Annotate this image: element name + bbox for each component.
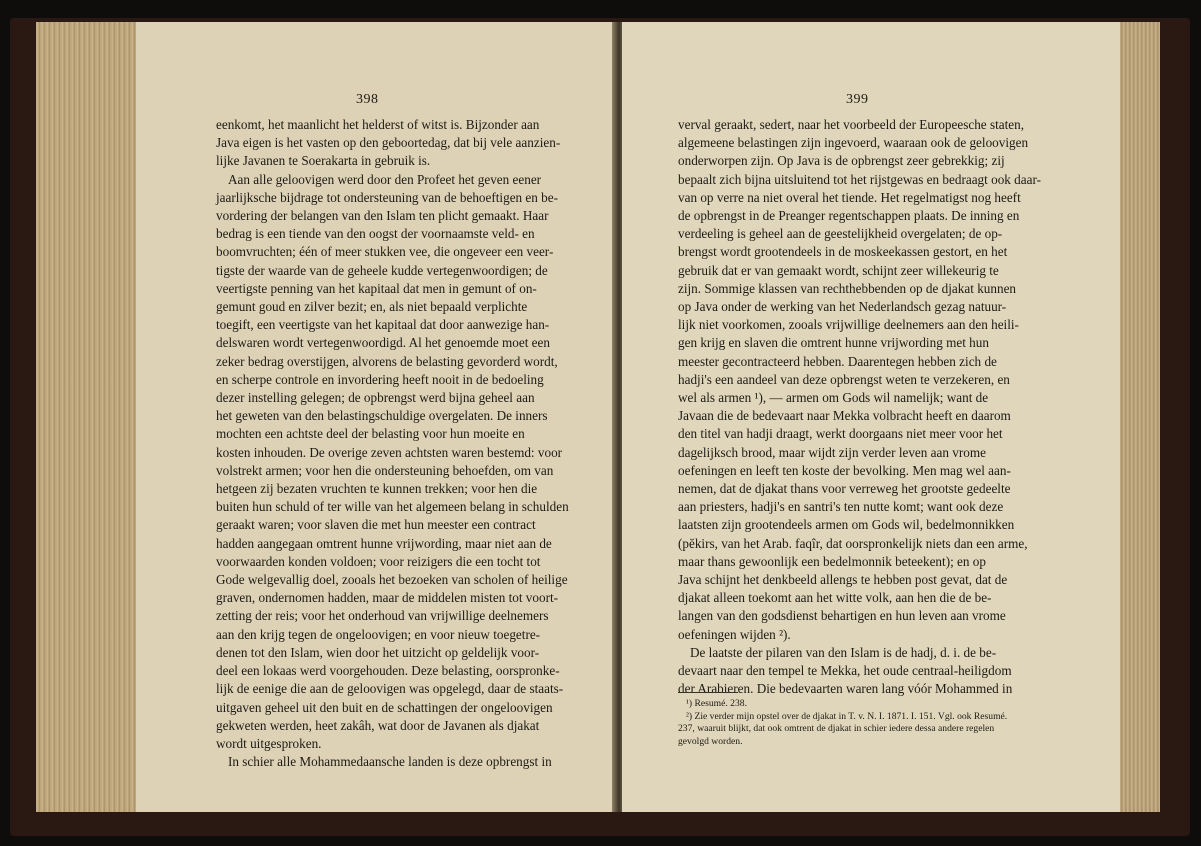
text-line: gemunt goud en zilver bezit; en, als niet bepaald verplichte (216, 299, 528, 315)
page-number: 399 (846, 92, 869, 107)
text-line: hadji's een aandeel van deze opbrengst weten te verzekeren, en (678, 371, 1010, 387)
footnote-line: ¹) Resumé. 238. (686, 698, 747, 709)
page-number: 398 (356, 92, 379, 107)
text-line: verdeeling is geheel aan de geestelijkheid overgelaten; de op- (678, 226, 1003, 242)
text-line: lijk niet voorkomen, zooals vrijwillige deelnemers aan den heili- (678, 317, 1019, 333)
text-line: volstrekt armen; voor hen die ondersteuning behoefden, om van (216, 462, 554, 478)
text-line: gekweten werden, heet zakâh, wat door de Javanen als djakat (216, 717, 540, 733)
text-line: zetting der reis; voor het onderhoud van vrijwillige deelnemers (216, 608, 549, 624)
text-line: Aan alle geloovigen werd door den Profeet het geven eener (228, 171, 542, 187)
text-line: uitgaven geheel uit den buit en de schattingen der ongeloovigen (216, 699, 553, 715)
text-line: (pĕkirs, van het Arab. faqîr, dat oorspronkelijk niets dan een arme, (678, 535, 1028, 551)
text-line: oefeningen en leeft ten koste der bevolking. Men mag wel aan- (678, 462, 1011, 478)
text-line: de opbrengst in de Preanger regentschappen plaats. De inning en (678, 208, 1020, 224)
text-line: en scherpe controle en invordering heeft nooit in de bedoeling (216, 371, 544, 387)
text-line: aan priesters, hadji's en santri's ten nutte komt; want ook deze (678, 499, 1004, 515)
footnotes (678, 698, 1044, 748)
text-line: oefeningen wijden ²). (678, 626, 791, 642)
text-line: Gode welgevallig doel, zooals het bezoeken van scholen of heilige (216, 572, 568, 588)
text-line: Java schijnt het denkbeeld allengs te hebben post gevat, dat de (678, 572, 1008, 588)
footnote-line: 237, waaruit blijkt, dat ook omtrent de djakat in schier iedere dessa andere regelen (678, 723, 995, 734)
text-line: het geweten van den belastingschuldige overgelaten. De inners (216, 408, 548, 424)
text-line: verval geraakt, sedert, naar het voorbeeld der Europeesche staten, (678, 117, 1025, 132)
text-line: dezer instelling gelegen; de opbrengst werd bijna geheel aan (216, 390, 535, 406)
text-line: denen tot den Islam, wien door het uitzicht op geldelijk voor- (216, 644, 540, 660)
text-line: veertigste penning van het kapitaal dat men in gemunt of on- (216, 280, 537, 296)
text-line: tigste der waarde van de geheele kudde vertegenwoordigen; de (216, 262, 548, 278)
text-line: lijk de eenige die aan de geloovigen was opgelegd, daar de staats- (216, 681, 564, 697)
text-line: onderworpen zijn. Op Java is de opbrengst zeer gebrekkig; zij (678, 153, 1005, 169)
text-line: In schier alle Mohammedaansche landen is deze opbrengst in (228, 754, 552, 770)
text-line: wordt uitgesproken. (216, 735, 322, 751)
text-line: hetgeen zij bezaten vruchten te kunnen trekken; voor hen die (216, 481, 538, 497)
text-line: algemeene belastingen zijn ingevoerd, waaraan ook de geloovigen (678, 135, 1029, 151)
text-line: deel een lokaas werd voorgehouden. Deze belasting, oorspronke- (216, 663, 560, 679)
text-line: kosten inhouden. De overige zeven achtsten waren bestemd: voor (216, 444, 563, 460)
text-line: nemen, dat de djakat thans voor verreweg het grootste gedeelte (678, 481, 1011, 497)
text-line: bepaalt zich bijna uitsluitend tot het rijstgewas en bedraagt ook daar- (678, 171, 1042, 187)
text-line: voorwaarden konden voldoen; voor reizigers die een tocht tot (216, 553, 541, 569)
text-line: geraakt waren; voor slaven die met hun meester een contract (216, 517, 536, 533)
text-line: vordering der belangen van den Islam ten plicht gemaakt. Haar (216, 208, 549, 224)
text-line: jaarlijksche bijdrage tot ondersteuning van de behoeftigen en be- (216, 189, 559, 205)
left-page-body (216, 116, 572, 771)
text-line: wel als armen ¹), — armen om Gods wil namelijk; want de (678, 390, 989, 406)
text-line: van op verre na niet overal het tiende. Het regelmatigst nog heeft (678, 189, 1021, 205)
text-line: djakat alleen toekomt aan het witte volk, aan hen die de be- (678, 590, 992, 606)
text-line: delswaren wordt vertegenwoordigd. Al het genoemde moet een (216, 335, 550, 351)
text-line: brengst wordt grootendeels in de moskeekassen gestort, en het (678, 244, 1008, 260)
text-line: laatsten zijn grootendeels armen om Gods wil, bedelmonnikken (678, 517, 1015, 533)
text-line: langen van den godsdienst behartigen en hun leven aan vrome (678, 608, 1006, 624)
text-line: zeker bedrag overstijgen, alvorens de belasting gevorderd wordt, (216, 353, 558, 369)
text-line: bedrag is een tiende van den oogst der voornaamste veld- en (216, 226, 535, 242)
text-line: dagelijksch brood, maar wijdt zijn verder leven aan vrome (678, 444, 986, 460)
text-line: eenkomt, het maanlicht het helderst of witst is. Bijzonder aan (216, 117, 540, 132)
text-line: zijn. Sommige klassen van rechthebbenden op de djakat kunnen (678, 280, 1017, 296)
text-line: gebruik dat er van gemaakt wordt, schijnt zeer willekeurig te (678, 262, 999, 278)
left-page (136, 22, 615, 812)
footnote-line: ²) Zie verder mijn opstel over de djakat in T. v. N. I. 1871. I. 151. Vgl. ook Resumé. (686, 710, 1008, 722)
text-line: boomvruchten; één of meer stukken vee, die ongeveer een veer- (216, 244, 554, 260)
text-line: gen krijg en slaven die omtrent hunne vrijwording met hun (678, 335, 989, 351)
text-line: Javaan die de bedevaart naar Mekka volbracht heeft en daarom (678, 408, 1011, 424)
footnote-line: gevolgd worden. (678, 735, 743, 747)
footnote-rule (678, 692, 738, 693)
text-line: toegift, een veertigste van het kapitaal dat door aanwezige han- (216, 317, 550, 333)
text-line: De laatste der pilaren van den Islam is de hadj, d. i. de be- (690, 644, 997, 660)
left-page-edges (36, 22, 136, 812)
text-line: hadden aangegaan omtrent hunne vrijwording, maar niet aan de (216, 535, 552, 551)
text-line: Java eigen is het vasten op den geboortedag, dat bij vele aanzien- (216, 135, 561, 151)
text-line: op Java onder de werking van het Nederlandsch gezag natuur- (678, 299, 1007, 315)
text-line: der Arabieren. Die bedevaarten waren lang vóór Mohammed in (678, 681, 1013, 697)
text-line: aan den krijg tegen de ongeloovigen; en voor nieuw toegetre- (216, 626, 541, 642)
text-line: den titel van hadji draagt, werkt doorgaans niet meer voor het (678, 426, 1003, 442)
text-line: devaart naar den tempel te Mekka, het oude centraal-heiligdom (678, 663, 1012, 679)
right-page-body (678, 116, 1044, 699)
text-line: mochten een achtste deel der belasting voor hun moeite en (216, 426, 525, 442)
text-line: maar thans gewoonlijk een bedelmonnik beteekent); en op (678, 553, 986, 569)
right-page-edges (1120, 22, 1160, 812)
text-line: meester gecontracteerd hebben. Daarentegen hebben zich de (678, 353, 997, 369)
right-page (622, 22, 1120, 812)
text-line: buiten hun schuld of ter wille van het algemeen belang in schulden (216, 499, 569, 515)
text-line: lijke Javanen te Soerakarta in gebruik is. (216, 153, 431, 169)
text-line: graven, ondernomen hadden, maar de middelen misten tot voort- (216, 590, 559, 606)
